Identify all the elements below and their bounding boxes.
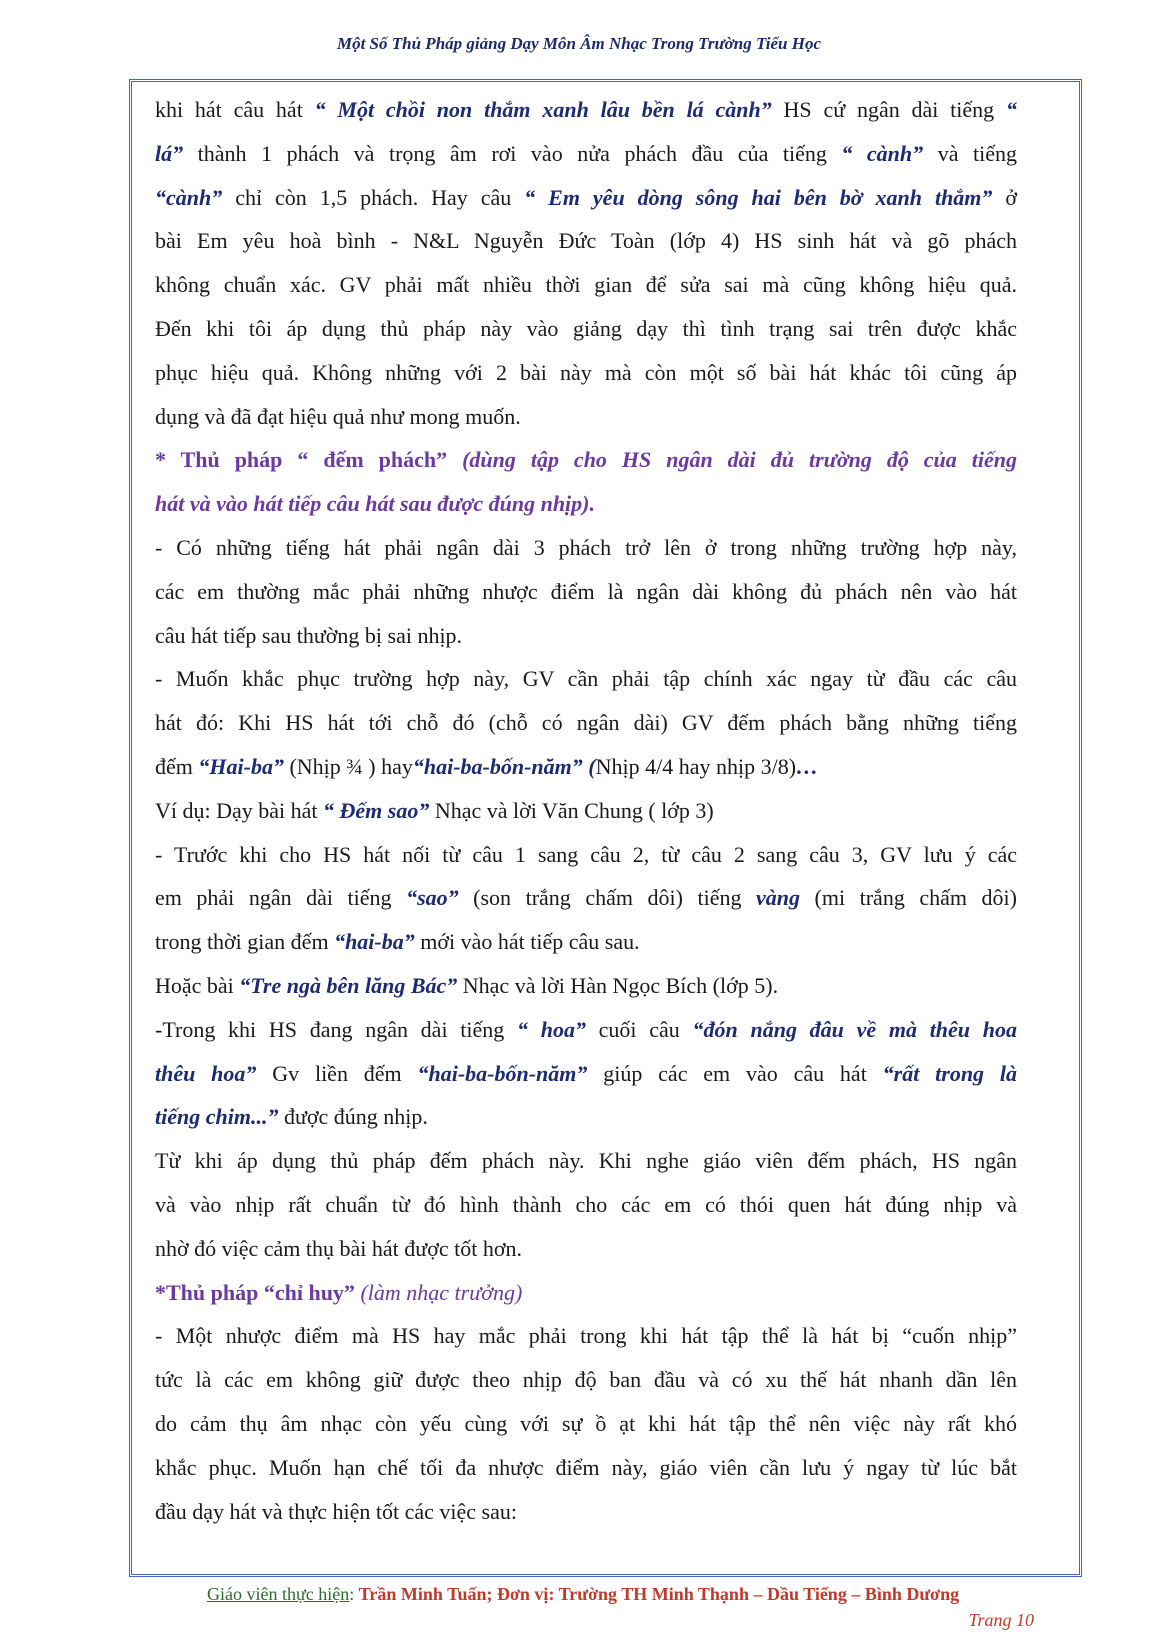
- text-segment: các em thường mắc phải những nhược điểm là ngân dài không đủ phách nên vào hát: [155, 578, 1017, 604]
- page-number: Trang 10: [968, 1610, 1034, 1630]
- text-segment: Nhạc và lời Hàn Ngọc Bích (lớp 5).: [457, 972, 779, 998]
- text-line: [155, 395, 1017, 439]
- text-segment: (son trắng chấm dôi) tiếng: [458, 885, 756, 911]
- text-line: [155, 132, 1017, 176]
- text-line: [155, 482, 1017, 526]
- text-line: [155, 88, 1017, 132]
- text-line: [155, 876, 1017, 920]
- text-segment: đầu dạy hát và thực hiện tốt các việc sau:: [155, 1498, 517, 1524]
- text-line: [155, 964, 1017, 1008]
- page-footer: [207, 1584, 959, 1605]
- text-line: [155, 1402, 1017, 1446]
- text-segment: bài Em yêu hoà bình - N&L Nguyễn Đức Toàn (lớp 4) HS sinh hát và gõ phách: [155, 228, 1017, 254]
- text-segment: dụng và đã đạt hiệu quả như mong muốn.: [155, 403, 521, 429]
- text-segment: “: [1005, 97, 1017, 122]
- text-segment: vàng: [756, 885, 800, 911]
- text-segment: Hoặc bài: [155, 972, 240, 998]
- text-line: [155, 745, 1017, 789]
- text-segment: do cảm thụ âm nhạc còn yếu cùng với sự ồ ạt khi hát tập thể nên việc này rất khó: [155, 1410, 1017, 1436]
- footer-separator: :: [349, 1584, 359, 1604]
- text-segment: hát đó: Khi HS hát tới chỗ đó (chỗ có ngân dài) GV đếm phách bằng những tiếng: [155, 710, 1017, 736]
- text-line: [155, 920, 1017, 964]
- text-line: [155, 219, 1017, 263]
- text-line: [155, 833, 1017, 877]
- text-line: [155, 1271, 1017, 1315]
- text-segment: HS cứ ngân dài tiếng: [771, 97, 1006, 122]
- text-line: [155, 1183, 1017, 1227]
- text-segment: “đón nắng đâu về mà thêu hoa: [692, 1016, 1017, 1042]
- text-line: [155, 1052, 1017, 1096]
- text-line: [155, 614, 1017, 658]
- text-segment: - Một nhược điểm mà HS hay mắc phải trong khi hát tập thể là hát bị “cuốn nhịp”: [155, 1323, 1017, 1349]
- text-segment: khắc phục. Muốn hạn chế tối đa nhược điểm này, giáo viên cần lưu ý ngay từ lúc bắt: [155, 1454, 1017, 1480]
- text-segment: “hai-ba-bốn-năm”: [417, 1060, 588, 1086]
- text-segment: (làm nhạc trưởng): [354, 1279, 523, 1305]
- text-segment: Đến khi tôi áp dụng thủ pháp này vào giảng dạy thì tình trạng sai trên được khắc: [155, 315, 1017, 341]
- text-segment: …: [796, 753, 819, 779]
- text-segment: không chuẩn xác. GV phải mất nhiều thời gian để sửa sai mà cũng không hiệu quả.: [155, 272, 1017, 298]
- text-line: [155, 570, 1017, 614]
- text-segment: Ví dụ: Dạy bài hát: [155, 797, 324, 823]
- text-segment: khi hát câu hát: [155, 97, 315, 122]
- text-segment: em phải ngân dài tiếng: [155, 885, 407, 911]
- text-segment: “Hai-ba”: [198, 753, 284, 779]
- text-line: [155, 1358, 1017, 1402]
- text-line: [155, 1139, 1017, 1183]
- text-line: [155, 1008, 1017, 1052]
- text-segment: “sao”: [406, 885, 459, 911]
- footer-author: Trần Minh Tuấn; Đơn vị: Trường TH Minh Thạnh – Dầu Tiếng – Bình Dương: [358, 1584, 960, 1604]
- text-segment: lá”: [155, 140, 184, 166]
- text-line: [155, 438, 1017, 482]
- text-segment: “hai-ba”: [334, 929, 415, 955]
- text-line: [155, 1095, 1017, 1139]
- text-segment: “ Một chồi non thắm xanh lâu bền lá cành”: [314, 97, 772, 122]
- text-segment: tiếng chim...”: [155, 1104, 279, 1130]
- text-line: [155, 176, 1017, 220]
- text-segment: - Trước khi cho HS hát nối từ câu 1 sang câu 2, từ câu 2 sang câu 3, GV lưu ý các: [155, 841, 1017, 867]
- text-segment: (Nhịp ¾ ) hay: [283, 753, 413, 779]
- text-segment: “ Đếm sao”: [323, 797, 430, 823]
- text-segment: ở: [992, 184, 1018, 210]
- text-segment: chỉ còn 1,5 phách. Hay câu: [222, 184, 525, 210]
- text-segment: “ cành”: [841, 140, 924, 166]
- text-segment: Gv liền đếm: [256, 1060, 418, 1086]
- text-line: [155, 526, 1017, 570]
- text-segment: - Muốn khắc phục trường hợp này, GV cần phải tập chính xác ngay từ đầu các câu: [155, 666, 1017, 692]
- text-line: [155, 1314, 1017, 1358]
- text-segment: * Thủ pháp “ đếm phách”: [155, 447, 448, 473]
- page-header-title: Một Số Thủ Pháp giảng Dạy Môn Âm Nhạc Trong Trường Tiểu Học: [336, 34, 822, 53]
- text-segment: Từ khi áp dụng thủ pháp đếm phách này. Khi nghe giáo viên đếm phách, HS ngân: [155, 1148, 1017, 1174]
- text-segment: phục hiệu quả. Không những với 2 bài này mà còn một số bài hát khác tôi cũng áp: [155, 359, 1017, 385]
- text-line: [155, 1446, 1017, 1490]
- text-segment: Nhạc và lời Văn Chung ( lớp 3): [429, 797, 714, 823]
- text-segment: đếm: [155, 753, 199, 779]
- text-segment: mới vào hát tiếp câu sau.: [414, 929, 640, 955]
- text-segment: *Thủ pháp “chỉ huy”: [155, 1279, 355, 1305]
- text-segment: “ Em yêu dòng sông hai bên bờ xanh thắm”: [524, 184, 993, 210]
- text-line: [155, 1490, 1017, 1534]
- text-segment: tức là các em không giữ được theo nhịp độ ban đầu và có xu thế hát nhanh dần lên: [155, 1367, 1017, 1393]
- text-line: [155, 657, 1017, 701]
- text-segment: (dùng tập cho HS ngân dài đủ trường độ của tiếng: [447, 447, 1017, 473]
- text-segment: -Trong khi HS đang ngân dài tiếng: [155, 1016, 517, 1042]
- text-segment: hát và vào hát tiếp câu hát sau được đúng nhịp).: [155, 491, 595, 517]
- text-segment: “Tre ngà bên lăng Bác”: [239, 972, 458, 998]
- text-segment: thành 1 phách và trọng âm rơi vào nửa phách đầu của tiếng: [183, 140, 842, 166]
- text-segment: “cành”: [155, 184, 223, 210]
- text-line: [155, 701, 1017, 745]
- text-segment: “rất trong là: [882, 1060, 1017, 1086]
- text-line: [155, 1227, 1017, 1271]
- text-line: [155, 307, 1017, 351]
- text-segment: “hai-ba-bốn-năm” (: [412, 753, 596, 779]
- document-body: [155, 88, 1017, 1533]
- text-segment: giúp các em vào câu hát: [587, 1060, 883, 1086]
- text-segment: cuối câu: [585, 1016, 693, 1042]
- text-segment: trong thời gian đếm: [155, 929, 335, 955]
- text-segment: - Có những tiếng hát phải ngân dài 3 phách trở lên ở trong những trường hợp này,: [155, 534, 1017, 560]
- text-line: [155, 263, 1017, 307]
- text-segment: “ hoa”: [516, 1016, 586, 1042]
- text-segment: được đúng nhịp.: [278, 1104, 428, 1130]
- text-segment: (mi trắng chấm dôi): [800, 885, 1017, 911]
- text-segment: Nhịp 4/4 hay nhịp 3/8): [595, 753, 797, 779]
- text-segment: và vào nhịp rất chuẩn từ đó hình thành cho các em có thói quen hát đúng nhịp và: [155, 1191, 1017, 1217]
- text-line: [155, 351, 1017, 395]
- text-line: [155, 789, 1017, 833]
- footer-label: Giáo viên thực hiện: [207, 1584, 350, 1604]
- text-segment: và tiếng: [923, 140, 1017, 166]
- text-segment: thêu hoa”: [155, 1060, 257, 1086]
- text-segment: nhờ đó việc cảm thụ bài hát được tốt hơn.: [155, 1235, 522, 1261]
- text-segment: câu hát tiếp sau thường bị sai nhịp.: [155, 622, 463, 648]
